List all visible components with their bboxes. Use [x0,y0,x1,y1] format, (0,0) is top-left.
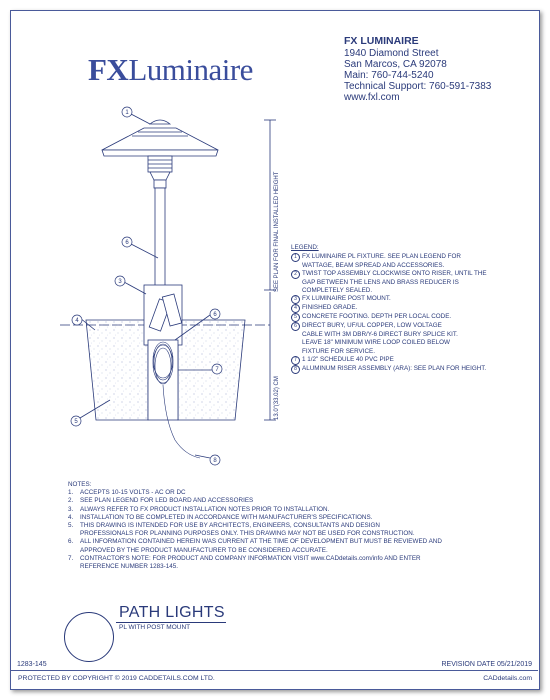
note-text: THIS DRAWING IS INTENDED FOR USE BY ARCHITECTS, ENGINEERS, CONSULTANTS AND DESIGN [80,522,380,530]
legend-number-circle: 2 [291,270,300,279]
drawing-subtitle: PL WITH POST MOUNT [119,624,191,631]
legend-item-number [291,270,302,279]
legend-number-circle: 5 [291,313,300,322]
note-number: 5. [68,522,74,530]
legend-item [291,304,519,313]
legend-item-text: COMPLETELY SEALED. [302,287,373,295]
revision-date: REVISION DATE 05/21/2019 [441,661,532,668]
legend-item [291,313,519,322]
note-item [68,547,518,555]
legend-item-number [291,279,302,287]
note-item [68,506,518,514]
copyright: PROTECTED BY COPYRIGHT © 2019 CADDETAILS.COM LTD. [18,675,215,682]
caddetails-site[interactable]: CADdetails.com [483,675,532,682]
note-item [68,497,518,505]
fixture-lens [148,156,172,188]
bottom-divider [10,670,538,671]
concrete-footing [86,320,148,420]
dimension-installed-height: SEE PLAN FOR FINAL INSTALLED HEIGHT [274,171,280,292]
legend-item-number [291,295,302,304]
legend-item-text: CONCRETE FOOTING. DEPTH PER LOCAL CODE. [302,313,452,321]
title-underline [116,622,226,623]
legend-item-number [291,262,302,270]
company-main-phone: Main: 760-744-5240 [344,70,434,81]
note-text: SEE PLAN LEGEND FOR LED BOARD AND ACCESSORIES [80,497,254,505]
note-item [68,538,518,546]
legend-item-text: LEAVE 18" MINIMUM WIRE LOOP COILED BELOW [302,339,450,347]
company-street: 1940 Diamond Street [344,48,439,59]
note-item [68,563,518,571]
note-number: 1. [68,489,74,497]
legend-number-circle: 1 [291,253,300,262]
legend-item [291,348,519,356]
note-item [68,530,518,538]
legend-item [291,279,519,287]
legend-item [291,295,519,304]
drawing-title: PATH LIGHTS [119,604,225,621]
note-text: CONTRACTOR'S NOTE: FOR PRODUCT AND COMPANY INFORMATION VISIT www.CADdetails.com/info AND ENTER [80,554,421,562]
legend-item [291,365,519,374]
company-name: FX LUMINAIRE [344,35,419,47]
legend-item-text: CABLE WITH 3M DBR/Y-6 DIRECT BURY SPLICE KIT. [302,331,458,339]
legend-item-text: 1 1/2" SCHEDULE 40 PVC PIPE [302,355,394,363]
callout-7: 7 [215,367,219,373]
note-text: ACCEPTS 10-15 VOLTS - AC OR DC [80,489,186,497]
dimension-depth: 13.0"(33.02) CM [274,376,280,420]
company-support-phone: Technical Support: 760-591-7383 [344,81,492,92]
callout-1: 1 [125,110,129,116]
aluminum-riser [155,188,165,288]
legend-item [291,322,519,331]
legend-item-text: FX LUMINAIRE POST MOUNT. [302,295,391,303]
callout-8: 8 [213,458,217,464]
legend-number-circle: 6 [291,322,300,331]
callout-4: 4 [75,318,79,324]
fx-luminaire-logo: FXLuminaire [88,52,253,87]
legend-item-number [291,348,302,356]
title-circle [64,612,114,662]
legend-item-number [291,331,302,339]
legend-item-number [291,339,302,347]
legend-item-text: FIXTURE FOR SERVICE. [302,347,376,355]
legend-item [291,339,519,347]
legend-number-circle: 3 [291,295,300,304]
legend-item [291,331,519,339]
company-website[interactable]: www.fxl.com [344,92,400,103]
legend-item-text: ALUMINUM RISER ASSEMBLY (ARA): SEE PLAN FOR HEIGHT. [302,364,487,372]
fixture-hat [102,120,218,156]
legend-number-circle: 8 [291,365,300,374]
note-item [68,514,518,522]
legend-item-text: TWIST TOP ASSEMBLY CLOCKWISE ONTO RISER, UNTIL THE [302,270,487,278]
legend-item-text: FX LUMINAIRE PL FIXTURE. SEE PLAN LEGEND FOR [302,253,461,261]
note-text: ALWAYS REFER TO FX PRODUCT INSTALLATION NOTES PRIOR TO INSTALLATION. [80,505,330,513]
notes [68,481,518,571]
legend-item-text: FINISHED GRADE. [302,304,358,312]
note-text: REFERENCE NUMBER 1283-145. [80,563,178,571]
note-text: ALL INFORMATION CONTAINED HEREIN WAS CURRENT AT THE TIME OF DEVELOPMENT BUT MUST BE REVIEWED AND [80,538,442,546]
legend-item-number [291,253,302,262]
legend-number-circle: 7 [291,356,300,365]
note-item [68,555,518,563]
note-text: APPROVED BY THE PRODUCT MANUFACTURER TO BE CONSIDERED ACCURATE. [80,546,328,554]
note-text: PROFESSIONALS FOR PLANNING PURPOSES ONLY. THIS DRAWING MAY NOT BE USED FOR CONSTRUCTION. [80,530,415,538]
legend-item-text: GAP BETWEEN THE LENS AND BRASS REDUCER IS [302,279,459,287]
legend-item [291,287,519,295]
note-number [68,563,80,571]
legend-item [291,270,519,279]
callout-3: 3 [118,279,122,285]
legend-title: LEGEND: [291,244,319,251]
callout-6a: 6 [125,240,129,246]
legend-item-number [291,304,302,313]
note-item [68,489,518,497]
note-number: 2. [68,497,74,505]
note-number: 7. [68,554,74,562]
legend-item-number [291,313,302,322]
legend-item-text: WATTAGE, BEAM SPREAD AND ACCESSORIES. [302,262,445,270]
note-text: INSTALLATION TO BE COMPLETED IN ACCORDANCE WITH MANUFACTURER'S SPECIFICATIONS. [80,513,373,521]
company-city: San Marcos, CA 92078 [344,59,447,70]
legend [291,244,519,374]
legend-item-text: DIRECT BURY, UF/UL COPPER, LOW VOLTAGE [302,322,442,330]
legend-item-number [291,287,302,295]
legend-item [291,262,519,270]
callout-5: 5 [74,419,78,425]
legend-item-number [291,365,302,374]
note-item [68,522,518,530]
note-number: 3. [68,505,74,513]
legend-item [291,356,519,365]
note-number [68,530,80,538]
note-number [68,547,80,555]
legend-item [291,253,519,262]
note-number: 4. [68,513,74,521]
legend-item-number [291,356,302,365]
callout-6b: 6 [213,312,217,318]
notes-title: NOTES: [68,481,92,488]
legend-item-number [291,322,302,331]
drawing-number: 1283-145 [17,661,47,668]
legend-number-circle: 4 [291,304,300,313]
note-number: 6. [68,538,74,546]
